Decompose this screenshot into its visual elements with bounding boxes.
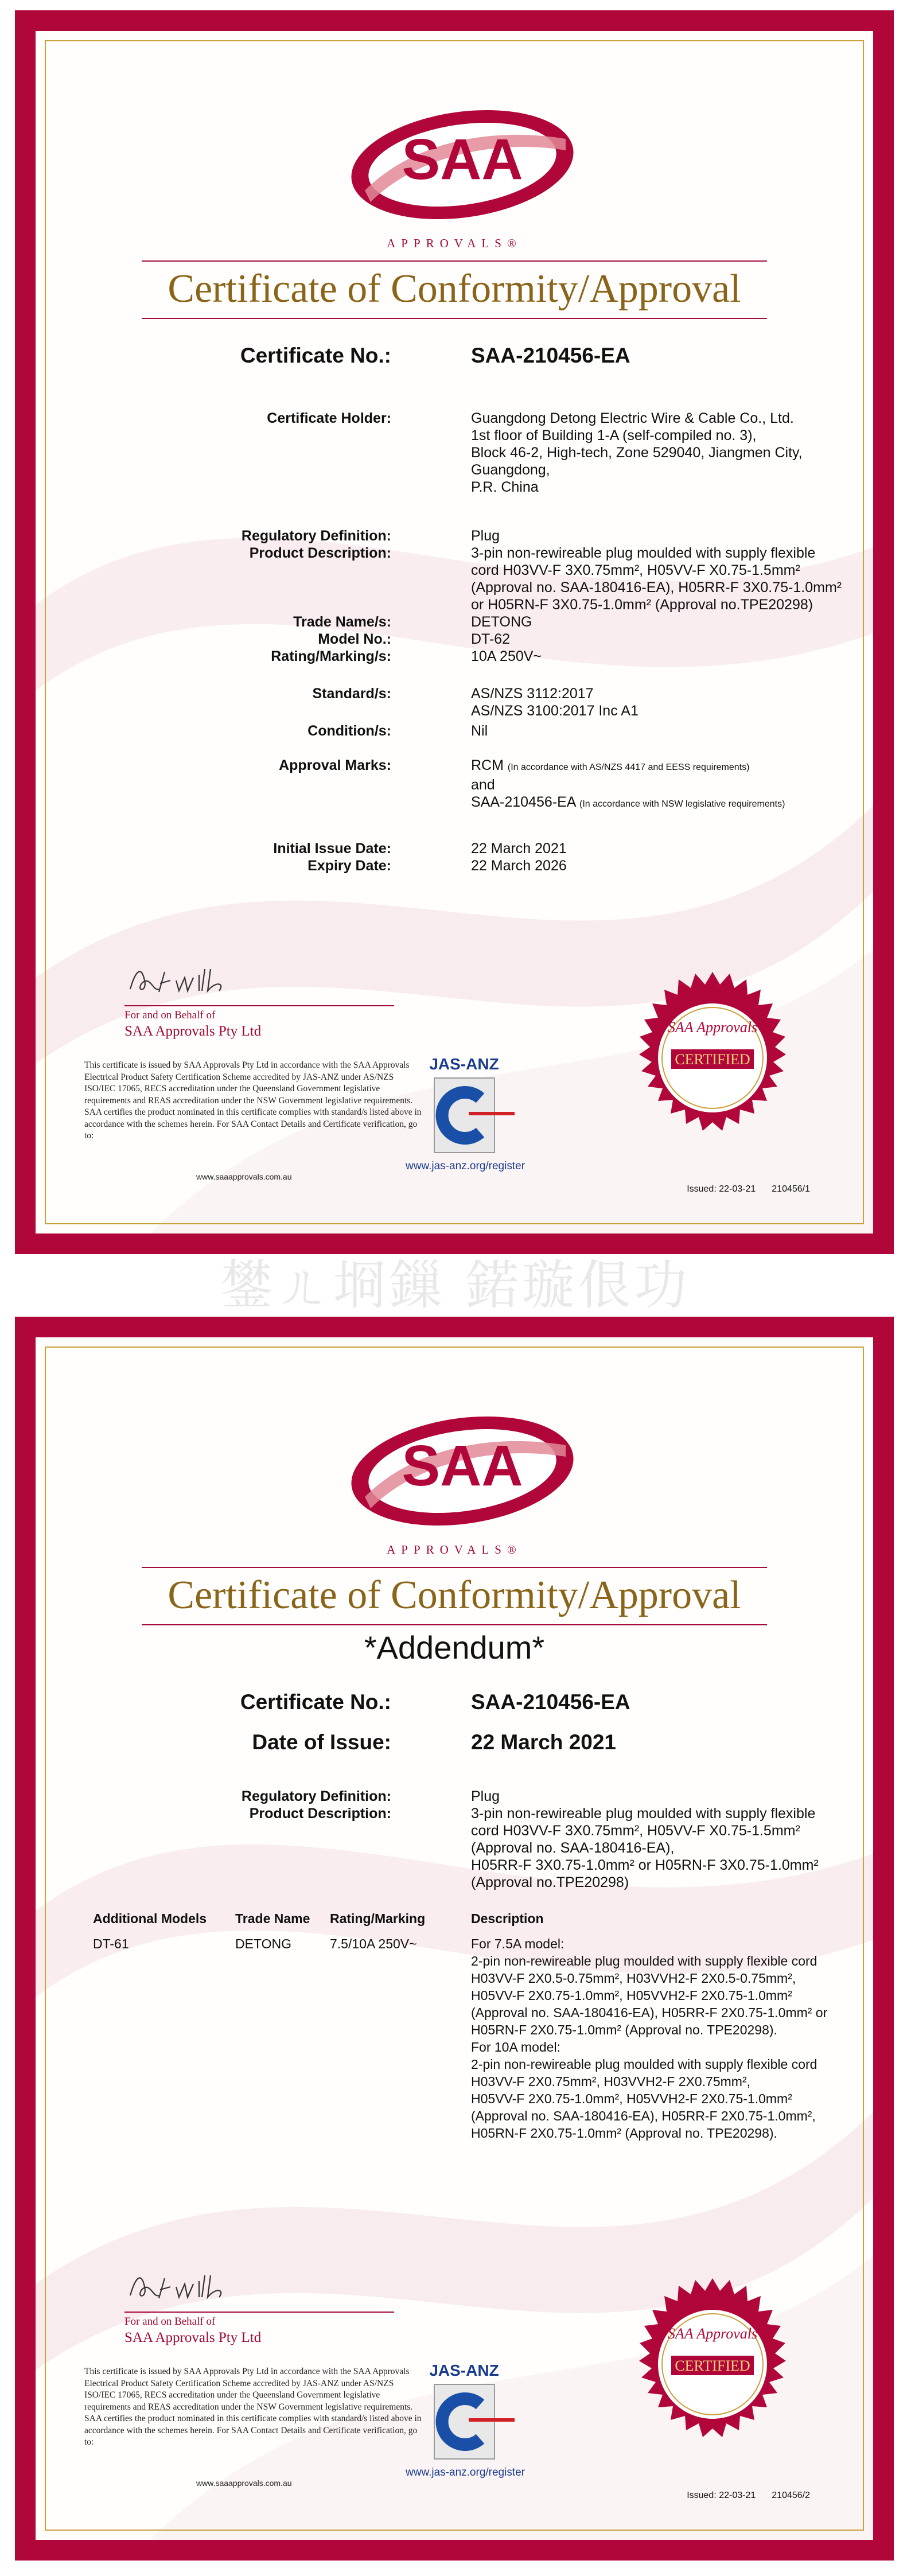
expiry-value: 22 March 2026 xyxy=(471,858,567,874)
saa-logo xyxy=(348,1411,577,1534)
company-name: SAA Approvals Pty Ltd xyxy=(124,2330,262,2345)
certified-seal xyxy=(626,972,799,1144)
certificate-title: Certificate of Conformity/Approval xyxy=(168,267,741,311)
title-rule-top xyxy=(142,260,767,262)
svg-text:CERTIFIED: CERTIFIED xyxy=(675,1051,750,1068)
title-rule-bottom xyxy=(142,1624,767,1625)
proddesc-value: 3-pin non-rewireable plug moulded with supply flexible cord H03VV-F 3X0.75mm², H05VV-F X0.75-1.5mm² (Approval no. SAA-180416-EA), H05RR-F 3X0.75-1.0mm² or H05RN-F 3X0.75-1.0mm² (Approval no.TPE20298) xyxy=(471,1805,819,1890)
signature-line xyxy=(124,2312,394,2313)
issued-info xyxy=(671,2491,810,2501)
condition-value: Nil xyxy=(471,723,488,739)
certified-seal xyxy=(626,2278,799,2450)
model-value: DT-62 xyxy=(471,631,511,647)
condition-label: Condition/s: xyxy=(307,723,391,739)
cert-no-label: Certificate No.: xyxy=(240,344,391,367)
svg-text:SAA Approvals: SAA Approvals xyxy=(667,1019,758,1036)
proddesc-label: Product Description: xyxy=(249,545,391,561)
proddesc-label: Product Description: xyxy=(249,1805,391,1822)
row-rating: 7.5/10A 250V~ xyxy=(330,1936,417,1951)
signature xyxy=(124,2264,239,2310)
on-behalf-text: For and on Behalf of xyxy=(124,2316,216,2328)
certificate-body xyxy=(36,31,873,1233)
jas-anz-register-link[interactable]: www.jas-anz.org/register xyxy=(406,2466,525,2478)
certificate-body xyxy=(36,1337,873,2540)
col-header-description: Description xyxy=(471,1911,544,1926)
certificate-title: Certificate of Conformity/Approval xyxy=(168,1573,741,1617)
svg-text:SAA: SAA xyxy=(402,1434,523,1498)
regdef-label: Regulatory Definition: xyxy=(241,528,391,544)
holder-label: Certificate Holder: xyxy=(267,410,391,426)
col-header-rating: Rating/Marking xyxy=(330,1911,426,1926)
regdef-value: Plug xyxy=(471,528,500,544)
page-ref: 210456/1 xyxy=(772,1184,810,1194)
issued-date: Issued: 22-03-21 xyxy=(687,1184,756,1194)
jas-anz-logo xyxy=(414,2359,515,2482)
jas-anz-logo xyxy=(414,1052,515,1176)
svg-text:JAS-ANZ: JAS-ANZ xyxy=(429,1055,499,1073)
signature-line xyxy=(124,1005,394,1006)
svg-text:SAA: SAA xyxy=(402,127,523,192)
mark-and: and xyxy=(471,777,495,793)
certificate-page-1 xyxy=(15,10,894,1254)
certificate-page-2 xyxy=(15,1317,894,2561)
mark-saa-note: (In accordance with NSW legislative requirements) xyxy=(579,799,785,809)
row-description: For 7.5A model: 2-pin non-rewireable plug moulded with supply flexible cord H03VV-F 2X0.5-0.75mm², H03VVH2-F 2X0.5-0.75mm², H05VV-F 2X0.75-1.0mm², H05VVH2-F 2X0.75-1.0mm² (Approval no. SAA-180416-EA), H05RR-F 2X0.75-1.0mm² or H05RN-F 2X0.75-1.0mm² (Approval no. TPE20298). For 10A model: 2-pin non-rewireable plug moulded with supply flexible cord H03VV-F 2X0.75mm², H03VVH2-F 2X0.75mm², H05VV-F 2X0.75-1.0mm², H05VVH2-F 2X0.75-1.0mm² (Approval no. SAA-180416-EA), H05RR-F 2X0.75-1.0mm², H05RN-F 2X0.75-1.0mm² (Approval no. TPE20298). xyxy=(471,1936,828,2141)
fine-print: This certificate is issued by SAA Approvals Pty Ltd in accordance with the SAA Approvals Electrical Product Safety Certification Scheme accredited by JAS-ANZ under AS/NZS ISO/IEC 17065, RECS accreditation under the Queensland Government legislative requirements and REAS accreditation under the NSW Government legislative requirements. SAA certifies the product nominated in this certificate complies with standard/s listed above in accordance with the schemes herein. For SAA Contact Details and Certificate verification, go to: xyxy=(84,1060,422,1141)
svg-text:CERTIFIED: CERTIFIED xyxy=(675,2357,750,2374)
issued-date: Issued: 22-03-21 xyxy=(687,2491,756,2500)
watermark-text: 鐢ㄦ埛鏁 鍩璇佷功 xyxy=(220,1255,691,1316)
trade-label: Trade Name/s: xyxy=(293,614,391,630)
saa-website: www.saaapprovals.com.au xyxy=(196,2478,292,2488)
mark-saa: SAA-210456-EA xyxy=(471,794,576,810)
expiry-label: Expiry Date: xyxy=(307,858,391,874)
row-trade: DETONG xyxy=(235,1936,291,1951)
trade-value: DETONG xyxy=(471,614,532,630)
row-model: DT-61 xyxy=(93,1936,129,1951)
approvals-text: APPROVALS® xyxy=(387,1543,522,1557)
svg-text:JAS-ANZ: JAS-ANZ xyxy=(429,2361,499,2379)
saa-logo xyxy=(348,104,577,228)
mark-rcm: RCM xyxy=(471,757,504,773)
model-label: Model No.: xyxy=(318,631,391,647)
proddesc-value: 3-pin non-rewireable plug moulded with supply flexible cord H03VV-F 3X0.75mm², H05VV-F X0.75-1.5mm² (Approval no. SAA-180416-EA), H05RR-F 3X0.75-1.0mm² or H05RN-F 3X0.75-1.0mm² (Approval no.TPE20298) xyxy=(471,545,842,613)
date-of-issue-label: Date of Issue: xyxy=(252,1730,391,1754)
initial-issue-value: 22 March 2021 xyxy=(471,840,567,857)
cert-no-value: SAA-210456-EA xyxy=(471,344,630,367)
standard-value: AS/NZS 3112:2017 AS/NZS 3100:2017 Inc A1 xyxy=(471,686,639,719)
regdef-label: Regulatory Definition: xyxy=(241,1788,391,1804)
saa-website: www.saaapprovals.com.au xyxy=(196,1172,292,1181)
mark-rcm-note: (In accordance with AS/NZS 4417 and EESS requirements) xyxy=(507,762,750,772)
company-name: SAA Approvals Pty Ltd xyxy=(124,1024,262,1039)
svg-text:SAA Approvals: SAA Approvals xyxy=(667,2325,758,2342)
approvals-text: APPROVALS® xyxy=(387,236,522,250)
col-header-trade: Trade Name xyxy=(235,1911,310,1926)
on-behalf-text: For and on Behalf of xyxy=(124,1009,216,1021)
page-ref: 210456/2 xyxy=(772,2491,810,2500)
cert-no-label: Certificate No.: xyxy=(240,1690,391,1714)
addendum-heading: *Addendum* xyxy=(364,1629,545,1666)
rating-label: Rating/Marking/s: xyxy=(271,648,391,664)
jas-anz-register-link[interactable]: www.jas-anz.org/register xyxy=(406,1160,525,1172)
marks-value xyxy=(471,757,785,813)
regdef-value: Plug xyxy=(471,1788,500,1804)
date-of-issue-value: 22 March 2021 xyxy=(471,1730,617,1754)
title-rule-bottom xyxy=(142,318,767,319)
rating-value: 10A 250V~ xyxy=(471,648,542,664)
initial-issue-label: Initial Issue Date: xyxy=(273,840,391,857)
holder-address: Guangdong Detong Electric Wire & Cable Co., Ltd. 1st floor of Building 1-A (self-compiled no. 3), Block 46-2, High-tech, Zone 529040, Jiangmen City, Guangdong, P.R. China xyxy=(471,410,803,495)
col-header-models: Additional Models xyxy=(93,1911,207,1926)
title-rule-top xyxy=(142,1567,767,1568)
standard-label: Standard/s: xyxy=(312,686,391,702)
fine-print: This certificate is issued by SAA Approvals Pty Ltd in accordance with the SAA Approvals Electrical Product Safety Certification Scheme accredited by JAS-ANZ under AS/NZS ISO/IEC 17065, RECS accreditation under the Queensland Government legislative requirements and REAS accreditation under the NSW Government legislative requirements. SAA certifies the product nominated in this certificate complies with standard/s listed above in accordance with the schemes herein. For SAA Contact Details and Certificate verification, go to: xyxy=(84,2367,422,2447)
marks-label: Approval Marks: xyxy=(279,757,391,773)
issued-info xyxy=(671,1184,810,1194)
signature xyxy=(124,958,239,1003)
cert-no-value: SAA-210456-EA xyxy=(471,1690,630,1714)
